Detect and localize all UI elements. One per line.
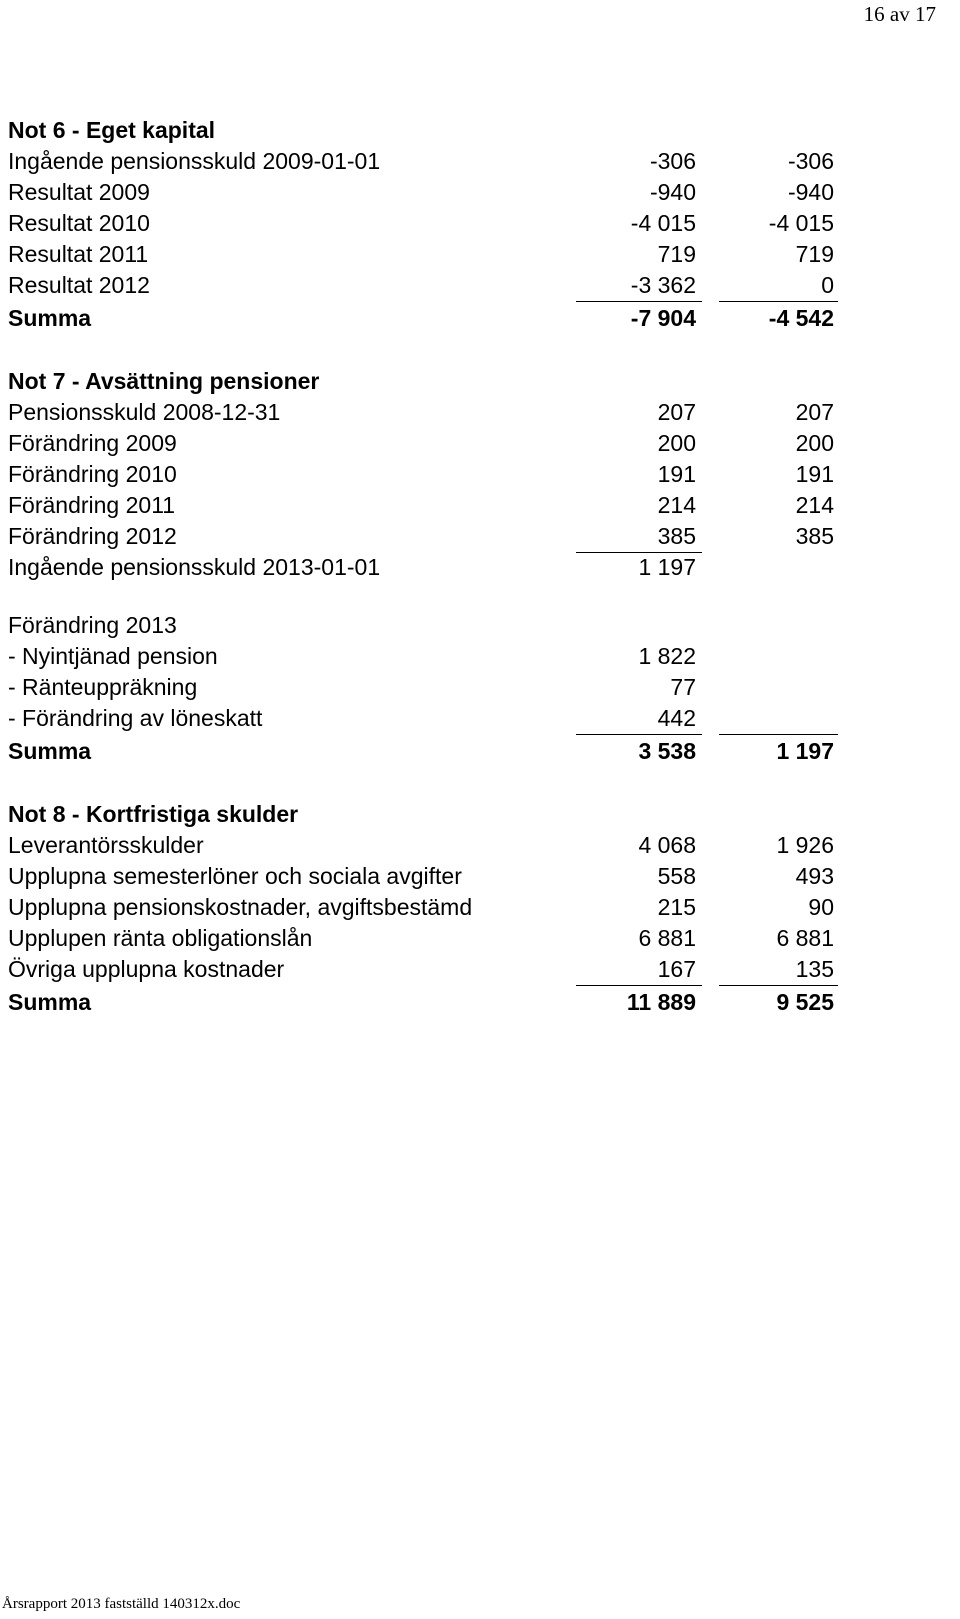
value-col1: 1 197 [638,554,696,580]
table-row [8,923,958,954]
value-col1: 4 068 [638,832,696,858]
row-label: Pensionsskuld 2008-12-31 [8,399,281,425]
value-col1: 215 [657,894,696,920]
row-label: Resultat 2010 [8,210,150,236]
value-col2: 1 926 [776,832,834,858]
value-col1: 77 [670,674,696,700]
row-label: Resultat 2009 [8,179,150,205]
value-col2: 214 [795,492,834,518]
value-col2: 207 [795,399,834,425]
total-col2: 1 197 [776,738,834,764]
total-col1: -7 904 [630,305,696,331]
row-label: - Förändring av löneskatt [8,705,263,731]
value-col1: 167 [657,956,696,982]
row-label: Upplupna semesterlöner och sociala avgifter [8,863,462,889]
value-col2: 719 [795,241,834,267]
row-label: Förändring 2011 [8,492,176,518]
value-col1: -940 [649,179,696,205]
row-label: Upplupen ränta obligationslån [8,925,313,951]
total-row [8,985,958,1019]
note-8-title: Not 8 - Kortfristiga skulder [8,801,299,827]
value-col2: -306 [787,148,834,174]
table-row [8,239,958,270]
total-label: Summa [8,738,92,764]
table-row [8,177,958,208]
row-label: Upplupna pensionskostnader, avgiftsbestämd [8,894,473,920]
row-label: Förändring 2009 [8,430,177,456]
total-row [8,734,958,768]
note-6-section [8,115,958,335]
value-col1: 191 [657,461,696,487]
value-col2: 385 [795,523,834,549]
value-col2: -4 015 [768,210,834,236]
note-7-section [8,366,958,768]
table-row [8,861,958,892]
value-col1: 214 [657,492,696,518]
value-col2: 200 [795,430,834,456]
row-label: - Ränteuppräkning [8,674,198,700]
row-label: - Nyintjänad pension [8,643,218,669]
value-col1: 1 822 [638,643,696,669]
value-col1: 558 [657,863,696,889]
value-col2: 90 [808,894,834,920]
value-col2: 0 [821,272,834,298]
value-col2: -940 [787,179,834,205]
table-row [8,954,958,985]
total-label: Summa [8,305,92,331]
value-col1: 200 [657,430,696,456]
row-label: Ingående pensionsskuld 2013-01-01 [8,554,381,580]
value-col1: 6 881 [638,925,696,951]
table-row [8,208,958,239]
total-col2: 9 525 [776,989,834,1015]
value-col2: 191 [795,461,834,487]
value-col1: -3 362 [630,272,696,298]
value-col1: 442 [657,705,696,731]
table-row [8,552,958,583]
table-row [8,490,958,521]
row-label: Ingående pensionsskuld 2009-01-01 [8,148,381,174]
row-label: Resultat 2011 [8,241,149,267]
row-label: Övriga upplupna kostnader [8,956,285,982]
value-col2: 6 881 [776,925,834,951]
value-col1: -306 [649,148,696,174]
note-7-title: Not 7 - Avsättning pensioner [8,368,320,394]
value-col1: 719 [657,241,696,267]
page-number: 16 av 17 [863,2,936,26]
notes-content [8,115,958,1050]
row-label: Resultat 2012 [8,272,150,298]
table-row [8,428,958,459]
table-row [8,703,958,734]
table-row [8,270,958,301]
total-row [8,301,958,335]
note-6-title: Not 6 - Eget kapital [8,117,216,143]
table-row [8,146,958,177]
row-label: Förändring 2012 [8,523,177,549]
table-row [8,521,958,552]
value-col2: 135 [795,956,834,982]
note-8-section [8,799,958,1019]
table-row [8,641,958,672]
value-col1: 385 [657,523,696,549]
value-col1: 207 [657,399,696,425]
total-col1: 3 538 [638,738,696,764]
row-label: Förändring 2010 [8,461,177,487]
total-col1: 11 889 [626,989,696,1015]
document-filename: Årsrapport 2013 fastställd 140312x.doc [2,1596,241,1612]
table-row [8,892,958,923]
table-row [8,672,958,703]
row-label: Leverantörsskulder [8,832,204,858]
table-row [8,459,958,490]
table-row [8,397,958,428]
total-label: Summa [8,989,92,1015]
value-col2: 493 [795,863,834,889]
total-col2: -4 542 [768,305,834,331]
value-col1: -4 015 [630,210,696,236]
table-row [8,830,958,861]
change-subheading: Förändring 2013 [8,612,177,638]
